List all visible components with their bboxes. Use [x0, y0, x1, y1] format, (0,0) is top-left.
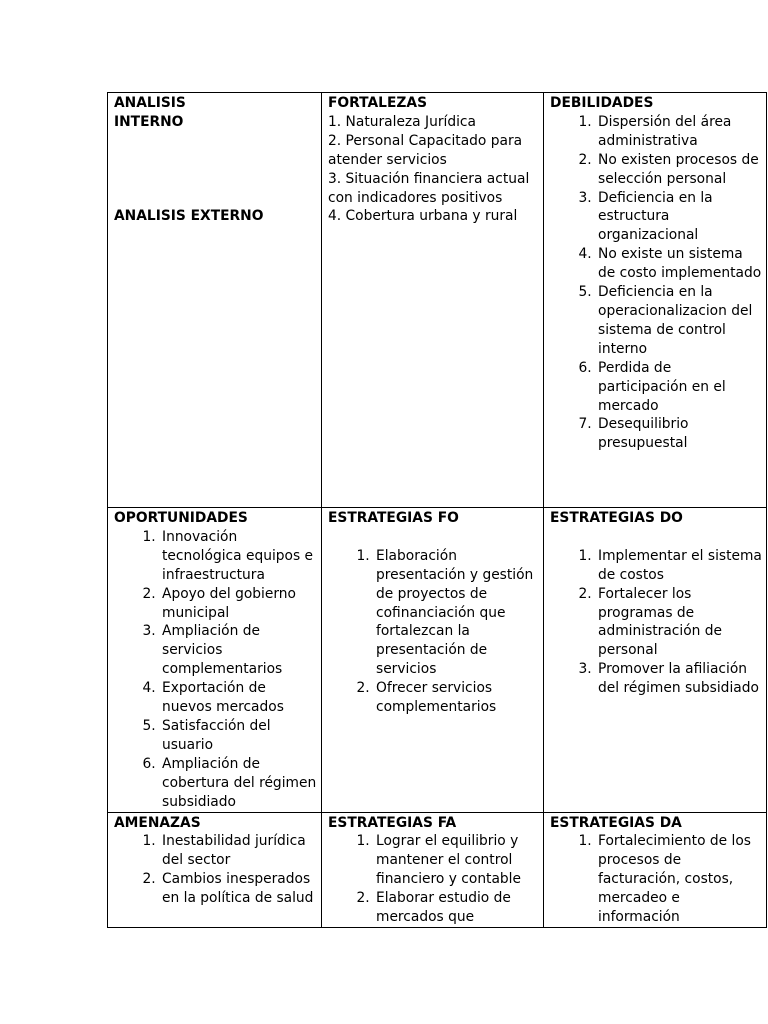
list-item: 6. Perdida de participación en el mercado: [596, 359, 762, 416]
list-item: 3. Deficiencia en la estructura organizacional: [596, 189, 762, 246]
strength-item: 3. Situación financiera actual con indicadores positivos: [328, 170, 530, 206]
weaknesses-title: DEBILIDADES: [550, 95, 654, 111]
list-item: 7. Desequilibrio presupuestal: [596, 415, 762, 453]
table-row: [108, 812, 767, 927]
opportunities-cell: [108, 508, 322, 813]
fo-strategies-list: [328, 547, 539, 717]
da-strategies-list: [550, 832, 762, 927]
fa-strategies-list: [328, 832, 539, 927]
list-item: 1. Fortalecimiento de los procesos de facturación, costos, mercadeo e información: [596, 832, 762, 927]
da-strategies-cell: [544, 812, 767, 927]
do-strategies-list: [550, 547, 762, 698]
list-item: 5. Deficiencia en la operacionalizacion del sistema de control interno: [596, 283, 762, 359]
list-item: 1. Implementar el sistema de costos: [596, 547, 762, 585]
weaknesses-list: [550, 113, 762, 453]
weaknesses-cell: [544, 93, 767, 508]
table-row: [108, 508, 767, 813]
internal-analysis-label-line2: INTERNO: [114, 113, 184, 130]
list-item: 2. Elaborar estudio de mercados que: [374, 889, 539, 927]
strength-item: 4. Cobertura urbana y rural: [328, 208, 518, 225]
fo-strategies-title: ESTRATEGIAS FO: [328, 510, 459, 526]
fo-strategies-cell: [322, 508, 544, 813]
list-item: 6. Ampliación de cobertura del régimen subsidiado: [160, 755, 317, 812]
strength-item: 2. Personal Capacitado para atender servicios: [328, 132, 523, 168]
external-analysis-label: ANALISIS EXTERNO: [114, 208, 264, 225]
list-item: 5. Satisfacción del usuario: [160, 717, 317, 755]
list-item: 4. No existe un sistema de costo implementado: [596, 245, 762, 283]
threats-list: [114, 832, 317, 908]
list-item: 1. Dispersión del área administrativa: [596, 113, 762, 151]
list-item: 1. Elaboración presentación y gestión de proyectos de cofinanciación que fortalezcan la presentación de servicios: [374, 547, 539, 679]
list-item: 1. Lograr el equilibrio y mantener el control financiero y contable: [374, 832, 539, 889]
list-item: 2. Ofrecer servicios complementarios: [374, 679, 539, 717]
analysis-header-cell: [108, 93, 322, 508]
list-item: 1. Innovación tecnológica equipos e infraestructura: [160, 528, 317, 585]
do-strategies-title: ESTRATEGIAS DO: [550, 510, 683, 526]
fa-strategies-title: ESTRATEGIAS FA: [328, 814, 457, 831]
fa-strategies-cell: [322, 812, 544, 927]
list-item: 2. No existen procesos de selección personal: [596, 151, 762, 189]
list-item: 3. Ampliación de servicios complementarios: [160, 622, 317, 679]
threats-cell: [108, 812, 322, 927]
list-item: 2. Cambios inesperados en la política de salud: [160, 870, 317, 908]
da-strategies-title: ESTRATEGIAS DA: [550, 814, 682, 831]
swot-matrix-table: [107, 92, 767, 928]
list-item: 4. Exportación de nuevos mercados: [160, 679, 317, 717]
opportunities-list: [114, 528, 317, 812]
threats-title: AMENAZAS: [114, 814, 201, 831]
table-row: [108, 93, 767, 508]
opportunities-title: OPORTUNIDADES: [114, 510, 248, 526]
strengths-title: FORTALEZAS: [328, 95, 428, 111]
list-item: 2. Fortalecer los programas de administración de personal: [596, 585, 762, 661]
list-item: 1. Inestabilidad jurídica del sector: [160, 832, 317, 870]
do-strategies-cell: [544, 508, 767, 813]
strengths-cell: [322, 93, 544, 508]
strength-item: 1. Naturaleza Jurídica: [328, 113, 476, 130]
internal-analysis-label-line1: ANALISIS: [114, 95, 186, 111]
list-item: 3. Promover la afiliación del régimen subsidiado: [596, 660, 762, 698]
list-item: 2. Apoyo del gobierno municipal: [160, 585, 317, 623]
